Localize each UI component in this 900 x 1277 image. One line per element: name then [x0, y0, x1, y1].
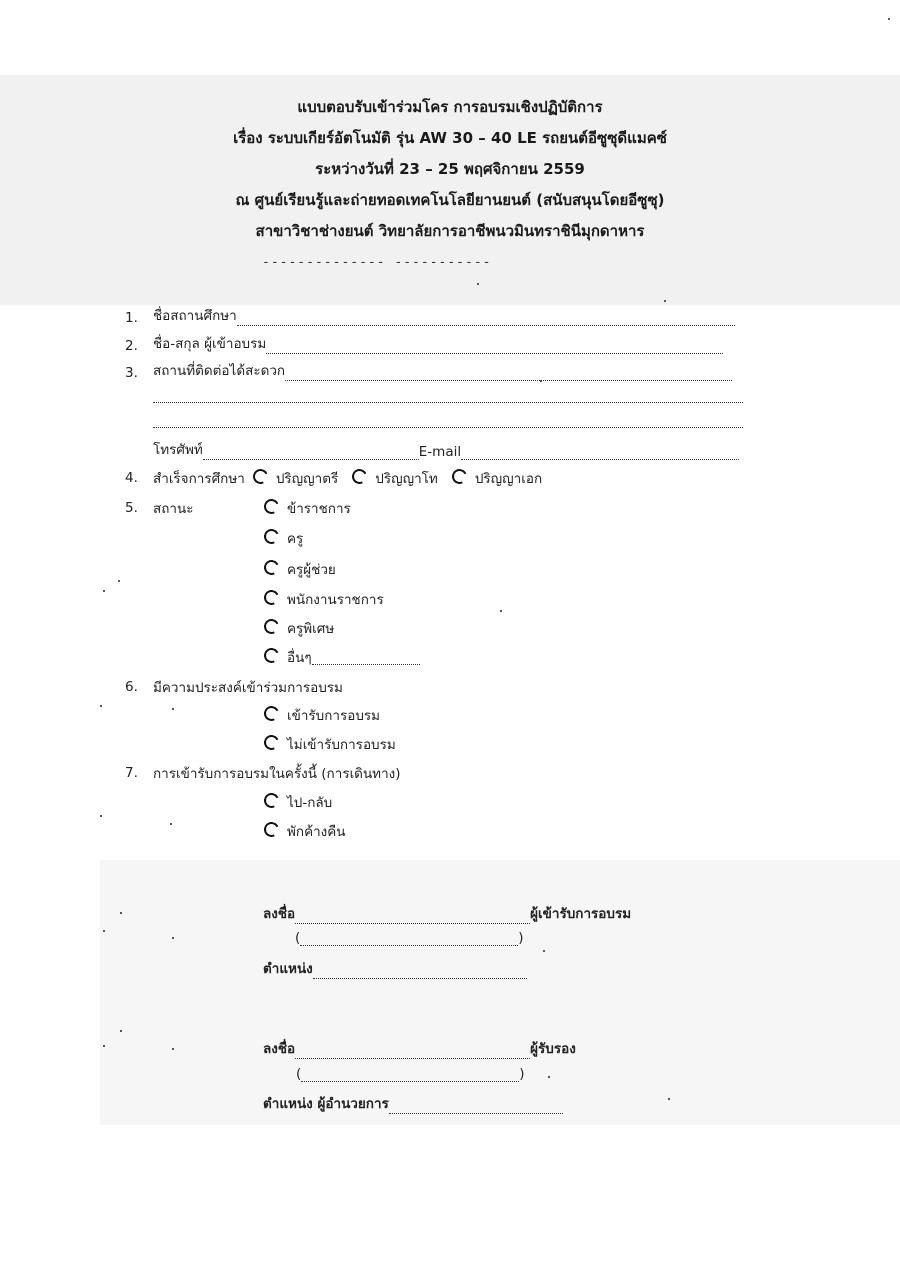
field-address-label: สถานที่ติดต่อได้สะดวก: [153, 363, 286, 379]
certifier-role: ผู้รับรอง: [530, 1041, 576, 1057]
radio-circle-icon[interactable]: [262, 732, 281, 751]
scan-speck: [103, 930, 105, 932]
radio-circle-icon[interactable]: [262, 526, 281, 545]
email-label: E-mail: [418, 444, 462, 460]
contact-line: [153, 438, 739, 460]
address-input-line-2[interactable]: [153, 388, 743, 403]
radio-circle-icon[interactable]: [450, 466, 469, 485]
scan-speck: [500, 610, 502, 612]
scan-speck: [103, 590, 105, 592]
email-input-line[interactable]: [461, 445, 739, 460]
trainee-role: ผู้เข้ารับการอบรม: [530, 906, 632, 922]
scan-shade-bottom: [100, 860, 900, 1125]
director-position-input[interactable]: [389, 1099, 563, 1114]
radio-special-teacher[interactable]: ครูพิเศษ: [264, 617, 334, 639]
scan-speck: [100, 705, 102, 707]
radio-other[interactable]: อื่นๆ: [264, 646, 420, 668]
trainee-signature-line: [263, 902, 631, 924]
trainee-position-line: [263, 957, 527, 979]
organizer: สาขาวิชาช่างยนต์ วิทยาลัยการอาชีพนวมินทราชินีมุกดาหาร: [255, 222, 645, 240]
intent-question: 6. มีความประสงค์เข้าร่วมการอบรม: [125, 676, 343, 698]
scan-speck: [120, 912, 122, 914]
header-divider: -------------- -----------: [262, 255, 492, 270]
education-label: สำเร็จการศึกษา: [153, 471, 245, 487]
status-label: สถานะ: [153, 501, 194, 517]
course-dates: ระหว่างวันที่ 23 – 25 พฤศจิกายน 2559: [315, 160, 585, 178]
scan-speck: [543, 950, 545, 952]
radio-circle-icon[interactable]: [262, 587, 281, 606]
radio-circle-icon[interactable]: [262, 790, 281, 809]
sign-label: ลงชื่อ: [263, 906, 296, 922]
scan-speck: [100, 815, 102, 817]
address-input-line-3[interactable]: [153, 413, 743, 428]
certifier-signature-line: [263, 1037, 576, 1059]
trainee-position-input[interactable]: [313, 964, 527, 979]
certifier-name-input[interactable]: [301, 1067, 519, 1082]
radio-circle-icon[interactable]: [262, 703, 281, 722]
field-school: 1. ชื่อสถานศึกษา: [125, 304, 735, 326]
other-input-line[interactable]: [312, 650, 420, 665]
course-venue: ณ ศูนย์เรียนรู้และถ่ายทอดเทคโนโลยียานยนต์ (สนับสนุนโดยอีซูซุ): [235, 191, 665, 209]
scan-speck: [172, 937, 174, 939]
trainee-signature-input[interactable]: [295, 909, 530, 924]
address-input-line-1[interactable]: [285, 366, 732, 381]
course-subject: เรื่อง ระบบเกียร์อัตโนมัติ รุ่น AW 30 – 40 LE รถยนต์อีซูซุดีแมคซ์: [233, 129, 667, 147]
radio-government-employee[interactable]: พนักงานราชการ: [264, 588, 384, 610]
field-address: 3. สถานที่ติดต่อได้สะดวก: [125, 359, 732, 381]
field-name-label: ชื่อ-สกุล ผู้เข้าอบรม: [153, 336, 267, 352]
radio-circle-icon[interactable]: [262, 645, 281, 664]
radio-not-attend[interactable]: ไม่เข้ารับการอบรม: [264, 733, 396, 755]
radio-round-trip[interactable]: ไป-กลับ: [264, 791, 332, 813]
radio-circle-icon[interactable]: [262, 557, 281, 576]
trainee-name-input[interactable]: [300, 931, 518, 946]
school-input-line[interactable]: [237, 311, 735, 326]
scan-speck: [120, 1030, 122, 1032]
travel-question: 7. การเข้ารับการอบรมในครั้งนี้ (การเดินทาง): [125, 762, 401, 784]
form-header: [0, 92, 900, 247]
address-line-3: [153, 413, 743, 428]
scan-speck: [668, 1098, 670, 1100]
radio-circle-icon[interactable]: [262, 819, 281, 838]
scan-speck: [540, 380, 542, 382]
scan-speck: [664, 300, 666, 302]
radio-master[interactable]: ปริญญาโท: [352, 467, 438, 489]
scan-speck: [170, 823, 172, 825]
radio-circle-icon[interactable]: [251, 466, 270, 485]
scan-speck: [103, 1045, 105, 1047]
director-position-line: [263, 1092, 563, 1114]
form-title: แบบตอบรับเข้าร่วมโคร การอบรมเชิงปฏิบัติการ: [297, 98, 603, 116]
position-label: ตำแหน่ง: [263, 961, 313, 977]
intent-label: มีความประสงค์เข้าร่วมการอบรม: [153, 680, 343, 696]
scan-speck: [477, 283, 479, 285]
certifier-signature-input[interactable]: [295, 1044, 530, 1059]
sign-label: ลงชื่อ: [263, 1041, 296, 1057]
radio-doctorate[interactable]: ปริญญาเอก: [452, 467, 542, 489]
scan-speck: [118, 580, 120, 582]
director-label: ตำแหน่ง ผู้อำนวยการ: [263, 1096, 389, 1112]
scan-speck: [888, 18, 890, 20]
radio-civil-servant[interactable]: ข้าราชการ: [264, 497, 351, 519]
radio-teacher[interactable]: ครู: [264, 527, 303, 549]
phone-input-line[interactable]: [203, 445, 419, 460]
certifier-printed-name: ( ): [296, 1066, 525, 1082]
travel-label: การเข้ารับการอบรมในครั้งนี้ (การเดินทาง): [153, 766, 401, 782]
status-question: 5. สถานะ: [125, 497, 193, 519]
address-line-2: [153, 388, 743, 403]
radio-bachelor[interactable]: ปริญญาตรี: [253, 467, 338, 489]
trainee-printed-name: ( ): [295, 930, 524, 946]
radio-attend[interactable]: เข้ารับการอบรม: [264, 704, 380, 726]
radio-circle-icon[interactable]: [262, 496, 281, 515]
scan-speck: [172, 1048, 174, 1050]
radio-overnight[interactable]: พักค้างคืน: [264, 820, 346, 842]
name-input-line[interactable]: [266, 339, 723, 354]
phone-label: โทรศัพท์: [153, 442, 203, 458]
radio-assistant-teacher[interactable]: ครูผู้ช่วย: [264, 558, 336, 580]
scan-speck: [172, 708, 174, 710]
scan-speck: [548, 1076, 550, 1078]
radio-circle-icon[interactable]: [350, 466, 369, 485]
field-school-label: ชื่อสถานศึกษา: [153, 308, 237, 324]
education-question: 4. สำเร็จการศึกษา ปริญญาตรี ปริญญาโท ปริญญาเอก: [125, 467, 556, 489]
radio-circle-icon[interactable]: [262, 616, 281, 635]
field-name: 2. ชื่อ-สกุล ผู้เข้าอบรม: [125, 332, 723, 354]
